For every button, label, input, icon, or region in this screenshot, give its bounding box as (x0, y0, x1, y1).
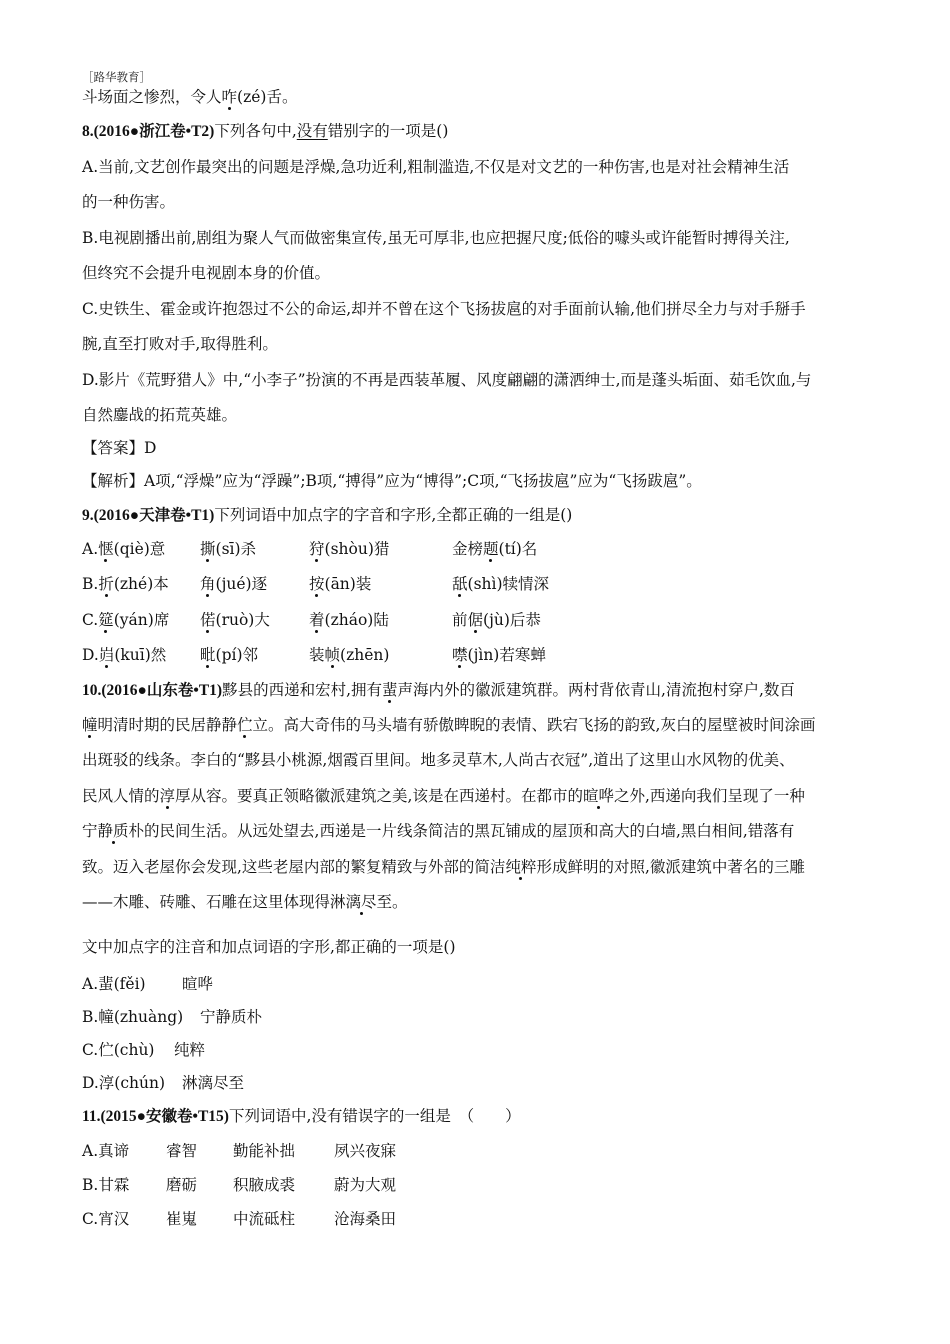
q8-option-a-line2: 的一种伤害。 (82, 193, 176, 211)
q8-option-c-line1: C.史铁生、霍金或许抱怨过不公的命运,却并不曾在这个飞扬拔扈的对手面前认输,他们拼尽全力与对手掰手 (82, 300, 806, 318)
text: 错别字的一项是() (327, 122, 449, 140)
text: (ruò)大 (215, 611, 270, 629)
option-word: 淋漓尽至 (182, 1074, 245, 1092)
text: (tí)名 (498, 540, 538, 558)
option-text: A.真谛 (82, 1142, 130, 1160)
option-word: 宁静质朴 (200, 1008, 263, 1026)
dotted-char: 撕 (200, 540, 216, 558)
dotted-char: 咋 (221, 88, 238, 106)
option-word: 暄哗 (182, 975, 214, 993)
text: 厚从容。要真正领略徽派建筑之美,该是在西递村。在都市的 (175, 787, 583, 805)
text: (pí)邻 (215, 646, 258, 664)
dotted-char: 筵 (98, 611, 114, 629)
intro-tail-line (82, 86, 297, 108)
text: 形成鲜明的对照,徽派建筑中著名的三雕 (536, 858, 805, 876)
q9-stem (82, 504, 572, 527)
q8-option-b-line1: B.电视剧播出前,剧组为聚人气而做密集宣传,虽无可厚非,也应把握尺度;低俗的噱头或许能暂时搏得关注, (82, 229, 790, 247)
option-text: B.幢(zhuàng) (82, 1008, 184, 1026)
option-word: 崔嵬 (166, 1210, 198, 1228)
dotted-char: 按 (309, 575, 325, 593)
text: 声海内外的徽派建筑群。两村背依青山,清流抱村穿户,数百 (397, 681, 795, 699)
question-number: 9.(2016●天津卷•T1) (82, 507, 215, 524)
text: 金榜 (452, 540, 484, 558)
q8-option-b-line2: 但终究不会提升电视剧本身的价值。 (82, 264, 331, 282)
text: 。 (392, 893, 408, 911)
q10-passage-line5 (82, 820, 794, 842)
text: (jìn)若寒蝉 (467, 646, 546, 664)
option-word: 纯粹 (174, 1041, 206, 1059)
text: (kuī)然 (114, 646, 167, 664)
q10-passage-line7 (82, 891, 408, 913)
option-text: B.甘霖 (82, 1176, 130, 1194)
option-text: D.淳(chún) (82, 1074, 166, 1092)
underlined-text: 没有 (296, 122, 328, 140)
dotted-char: 噤 (452, 646, 468, 664)
text: 之外,西递向我们呈现了一种 (613, 787, 805, 805)
option-word: 睿智 (166, 1142, 198, 1160)
text: 黟县的西递和宏村,拥有 (222, 681, 383, 699)
dotted-char: 惬 (98, 540, 114, 558)
q8-stem (82, 120, 448, 143)
q8-answer: 【答案】D (82, 439, 157, 457)
option-letter: B. (82, 575, 99, 593)
dotted-word: 淋漓尽至 (330, 893, 393, 911)
text: 民风人情的 (82, 787, 160, 805)
q8-option-d-line2: 自然鏖战的拓荒英雄。 (82, 406, 238, 424)
text: (zé)舌。 (237, 88, 298, 106)
dotted-word: 暄哗 (582, 787, 614, 805)
q11-stem (82, 1105, 521, 1128)
text: (qiè)意 (113, 540, 166, 558)
dotted-char: 倨 (467, 611, 484, 629)
option-word: 夙兴夜寐 (334, 1142, 397, 1160)
dotted-char: 着 (309, 611, 325, 629)
question-number: 8.(2016●浙江卷•T2) (82, 123, 215, 140)
text: 斗场面之惨烈，令人 (82, 88, 222, 106)
dotted-char: 偌 (200, 611, 216, 629)
q10-passage-line3: 出斑驳的线条。李白的“黟县小桃源,烟霞百里间。地多灵草木,人尚古衣冠”,道出了这里山水风物的优美、 (82, 751, 795, 769)
option-text: A.蜚(fěi) (82, 975, 146, 993)
q10-passage-line4 (82, 785, 805, 807)
text: (zhēn) (340, 646, 390, 664)
option-word: 勤能补拙 (233, 1142, 296, 1160)
dotted-char: 毗 (200, 646, 216, 664)
question-number: 10.(2016●山东卷•T1) (82, 682, 223, 699)
option-word: 沧海桑田 (334, 1210, 397, 1228)
text: (jué)逐 (215, 575, 268, 593)
text: (ān)装 (324, 575, 372, 593)
text: 下列各句中, (214, 122, 297, 140)
text: 装 (309, 646, 325, 664)
option-text: C.宵汉 (82, 1210, 130, 1228)
q8-option-a-line1: A.当前,文艺创作最突出的问题是浮燥,急功近利,粗制滥造,不仅是对文艺的一种伤害,也是对社会精神生活 (82, 158, 790, 176)
option-word: 磨砺 (166, 1176, 198, 1194)
q10-question: 文中加点字的注音和加点词语的字形,都正确的一项是() (82, 938, 456, 956)
q10-passage-line2 (82, 714, 815, 736)
text: ——木雕、砖雕、石雕在这里体现得 (82, 893, 331, 911)
dotted-char: 岿 (98, 646, 115, 664)
dotted-char: 淳 (159, 787, 176, 805)
text: 立。高大奇伟的马头墙有骄傲睥睨的表情、跌宕飞扬的韵致,灰白的屋壁被时间涂画 (252, 716, 816, 734)
text: 明清时期的民居静静 (97, 716, 238, 734)
text: 的民间生活。从远处望去,西递是一片线条简洁的黑瓦铺成的屋顶和高大的白墙,黑白相间,错落有 (144, 822, 795, 840)
dotted-char: 折 (98, 575, 114, 593)
text: (shòu)猎 (324, 540, 390, 558)
dotted-char: 蜚 (382, 681, 398, 699)
dotted-char: 伫 (237, 716, 253, 734)
option-word: 蔚为大观 (334, 1176, 397, 1194)
question-number: 11.(2015●安徽卷•T15) (82, 1108, 229, 1125)
text: 致。迈入老屋你会发现,这些老屋内部的繁复精致与外部的简洁 (82, 858, 506, 876)
publisher-header: ［路华教育］ (82, 70, 151, 84)
text: (sī)杀 (215, 540, 257, 558)
dotted-char: 幢 (82, 716, 98, 734)
text: (yán)席 (113, 611, 170, 629)
option-word: 中流砥柱 (233, 1210, 296, 1228)
dotted-word: 宁静质朴 (82, 822, 145, 840)
option-letter: D. (82, 646, 99, 664)
option-letter: C. (82, 611, 99, 629)
dotted-char: 帧 (324, 646, 341, 664)
text: 下列词语中,没有错误字的一组是 （ ） (228, 1107, 521, 1125)
text: 前 (452, 611, 468, 629)
q10-passage-line1 (82, 679, 795, 702)
text: (jù)后恭 (483, 611, 541, 629)
dotted-word: 纯粹 (505, 858, 537, 876)
option-text: C.伫(chù) (82, 1041, 155, 1059)
text: (zháo)陆 (324, 611, 389, 629)
dotted-char: 角 (200, 575, 216, 593)
text: 下列词语中加点字的字音和字形,全都正确的一组是() (214, 506, 573, 524)
q8-option-c-line2: 腕,直至打败对手,取得胜利。 (82, 335, 278, 353)
text: (shì)犊情深 (467, 575, 550, 593)
q10-passage-line6 (82, 856, 805, 878)
option-letter: A. (82, 540, 99, 558)
q8-analysis: 【解析】A项,“浮燥”应为“浮躁”;B项,“搏得”应为“博得”;C项,“飞扬拔扈”应为“飞扬跋扈”。 (82, 472, 702, 490)
q8-option-d-line1: D.影片《荒野猎人》中,“小李子”扮演的不再是西装革履、风度翩翩的潇洒绅士,而是蓬头垢面、茹毛饮血,与 (82, 371, 812, 389)
text: (zhé)本 (113, 575, 169, 593)
option-word: 积腋成裘 (233, 1176, 296, 1194)
dotted-char: 题 (483, 540, 499, 558)
dotted-char: 舐 (452, 575, 468, 593)
dotted-char: 狩 (309, 540, 325, 558)
